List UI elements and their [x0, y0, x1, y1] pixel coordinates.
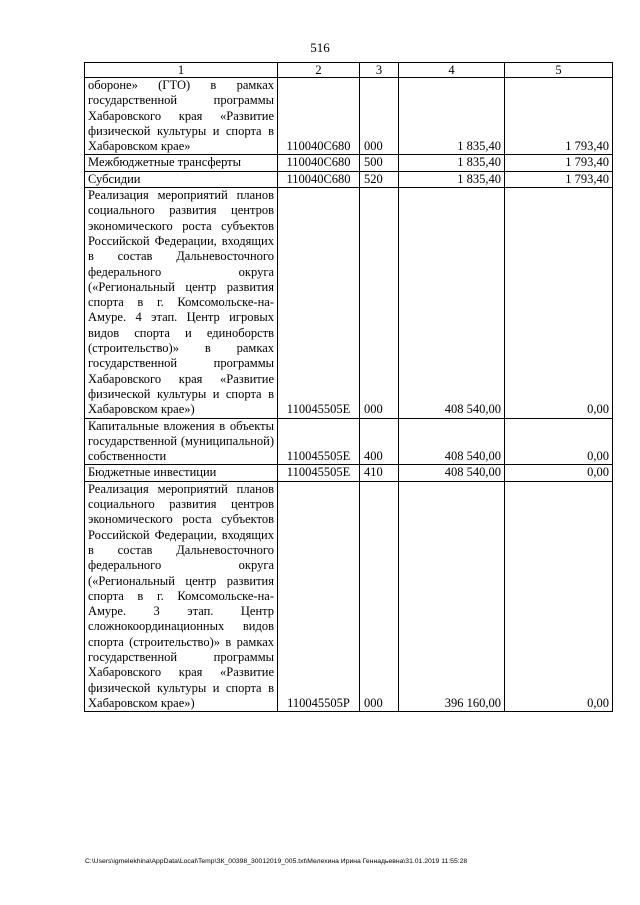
table-row	[85, 465, 613, 481]
table-row	[85, 171, 613, 187]
row-value-2: 0,00	[505, 465, 613, 481]
row-value-2: 1 793,40	[505, 155, 613, 171]
budget-table	[84, 62, 613, 712]
row-value-2: 0,00	[505, 481, 613, 711]
table-row	[85, 155, 613, 171]
row-type: 520	[360, 171, 399, 187]
row-value-1: 1 835,40	[399, 171, 505, 187]
row-value-2: 0,00	[505, 188, 613, 418]
column-header: 2	[278, 63, 360, 78]
row-value-1: 408 540,00	[399, 418, 505, 465]
column-header: 3	[360, 63, 399, 78]
row-name: Реализация мероприятий планов социального развития центров экономического роста субъектов Российской Федерации, входящих в состав Дальневосточного федерального округа («Региональный центр развития спорта в г. Комсомольске-на-Амуре. 4 этап. Центр игровых видов спорта и единоборств (строительство)» в рамках государственной программы Хабаровского края «Развитие физической культуры и спорта в Хабаровском крае»)	[85, 188, 278, 418]
row-type: 410	[360, 465, 399, 481]
row-code: 110045505Р	[278, 481, 360, 711]
column-header: 4	[399, 63, 505, 78]
row-name: Субсидии	[85, 171, 278, 187]
row-value-1: 408 540,00	[399, 188, 505, 418]
row-type: 000	[360, 481, 399, 711]
column-header: 1	[85, 63, 278, 78]
row-name: Межбюджетные трансферты	[85, 155, 278, 171]
row-code: 110040С680	[278, 155, 360, 171]
row-name: Реализация мероприятий планов социального развития центров экономического роста субъектов Российской Федерации, входящих в состав Дальневосточного федерального округа («Региональный центр развития спорта в г. Комсомольске-на-Амуре. 3 этап. Центр сложнокоординационных видов спорта (строительство)» в рамках государственной программы Хабаровского края «Развитие физической культуры и спорта в Хабаровском крае»)	[85, 481, 278, 711]
page-number: 516	[310, 40, 330, 55]
row-name: Бюджетные инвестиции	[85, 465, 278, 481]
table-row	[85, 188, 613, 418]
row-code: 110045505Е	[278, 465, 360, 481]
row-value-2: 1 793,40	[505, 78, 613, 155]
row-type: 400	[360, 418, 399, 465]
row-code: 110040С680	[278, 78, 360, 155]
row-value-2: 1 793,40	[505, 171, 613, 187]
row-value-1: 396 160,00	[399, 481, 505, 711]
row-value-2: 0,00	[505, 418, 613, 465]
table-row	[85, 481, 613, 711]
row-code: 110045505Е	[278, 188, 360, 418]
row-value-1: 1 835,40	[399, 78, 505, 155]
row-value-1: 408 540,00	[399, 465, 505, 481]
row-type: 000	[360, 188, 399, 418]
row-name: обороне» (ГТО) в рамках государственной программы Хабаровского края «Развитие физической культуры и спорта в Хабаровском крае»	[85, 78, 278, 155]
column-header: 5	[505, 63, 613, 78]
document-footer-path: C:\Users\igmelekhina\AppData\Local\Temp\ЗК_00398_30012019_005.txt\Мелехина Ирина Геннадьевна\31.01.2019 11:55:28	[85, 858, 468, 865]
row-type: 000	[360, 78, 399, 155]
row-type: 500	[360, 155, 399, 171]
row-name: Капитальные вложения в объекты государственной (муниципальной) собственности	[85, 418, 278, 465]
table-row	[85, 78, 613, 155]
table-header-row	[85, 63, 613, 78]
row-value-1: 1 835,40	[399, 155, 505, 171]
row-code: 110045505Е	[278, 418, 360, 465]
row-code: 110040С680	[278, 171, 360, 187]
table-row	[85, 418, 613, 465]
